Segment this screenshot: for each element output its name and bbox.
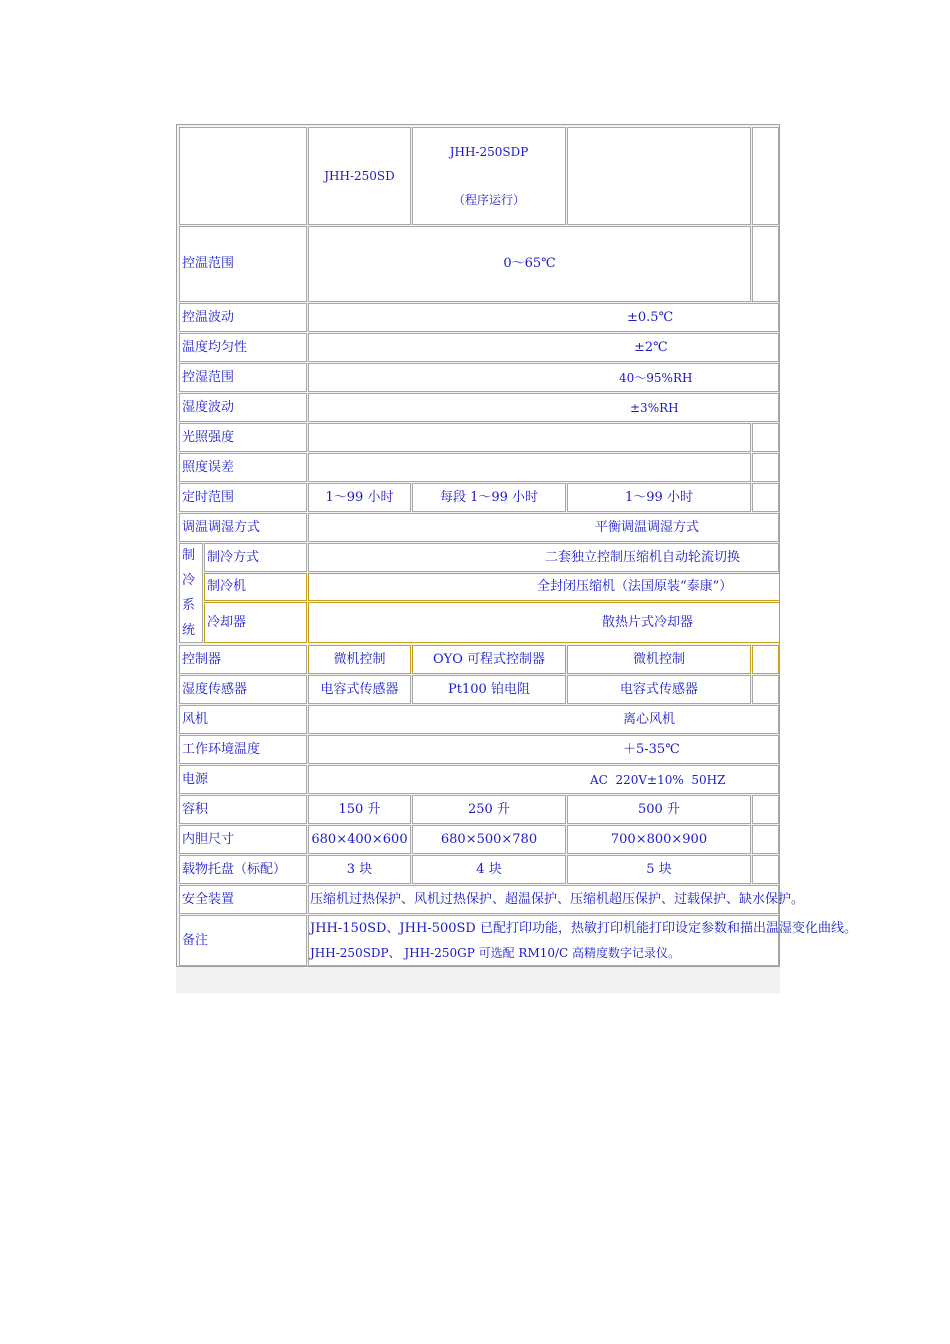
header-model-a: JHH-250SD: [308, 127, 411, 225]
row-label-humid-fluct: 湿度波动: [179, 393, 307, 422]
extra-cell: [752, 675, 779, 704]
timer-model-b: 每段 1～99 小时: [412, 483, 566, 512]
group-char: 统: [182, 623, 196, 638]
controller-model-c: 微机控制: [567, 645, 751, 674]
timer-model-a: 1～99 小时: [308, 483, 411, 512]
row-label-safety: 安全装置: [179, 885, 307, 914]
sensor-model-b: Pt100 铂电阻: [412, 675, 566, 704]
extra-cell: [752, 423, 779, 452]
row-label-light-err: 照度误差: [179, 453, 307, 482]
volume-model-b: 250 升: [412, 795, 566, 824]
row-value-light: [308, 423, 751, 452]
header-extra-cell: [752, 127, 779, 225]
row-label-fan: 风机: [179, 705, 307, 734]
volume-model-c: 500 升: [567, 795, 751, 824]
extra-cell: [752, 855, 779, 884]
row-label-temp-range: 控温范围: [179, 226, 307, 302]
row-label-cooling-method: 制冷方式: [204, 543, 307, 572]
row-label-temp-uniform: 温度均匀性: [179, 333, 307, 362]
row-value-remarks: [308, 915, 857, 966]
row-value-temp-uniform: ±2℃: [308, 333, 779, 362]
extra-cell: [752, 453, 779, 482]
extra-cell: [752, 825, 779, 854]
row-label-sensor: 湿度传感器: [179, 675, 307, 704]
row-value-light-err: [308, 453, 751, 482]
remarks-line-2: JHH-250SDP、 JHH-250GP 可选配 RM10/C 高精度数字记录仪。: [310, 945, 681, 960]
group-char: 冷: [182, 573, 196, 588]
row-label-env-temp: 工作环境温度: [179, 735, 307, 764]
header-model-b-name: JHH-250SDP: [449, 145, 529, 159]
remarks-line-1: JHH-150SD、JHH-500SD 已配打印功能，热敏打印机能打印设定参数和描出温湿变化曲线。: [310, 920, 857, 936]
sensor-model-c: 电容式传感器: [567, 675, 751, 704]
group-char: 制: [182, 548, 196, 563]
row-value-temp-fluct: ±0.5℃: [308, 303, 779, 332]
row-label-volume: 容积: [179, 795, 307, 824]
controller-model-b: OYO 可程式控制器: [412, 645, 566, 674]
row-label-temp-fluct: 控温波动: [179, 303, 307, 332]
tray-model-a: 3 块: [308, 855, 411, 884]
extra-cell: [752, 483, 779, 512]
row-value-mode: 平衡调温调湿方式: [308, 513, 779, 542]
header-empty-cell: [179, 127, 307, 225]
row-label-humid-range: 控湿范围: [179, 363, 307, 392]
row-label-controller: 控制器: [179, 645, 307, 674]
row-value-cooler: 散热片式冷却器: [308, 602, 780, 643]
extra-cell: [752, 226, 779, 302]
row-label-cooler: 冷却器: [204, 602, 307, 643]
row-label-remarks: 备注: [179, 915, 307, 966]
row-label-timer: 定时范围: [179, 483, 307, 512]
volume-model-a: 150 升: [308, 795, 411, 824]
timer-model-c: 1～99 小时: [567, 483, 751, 512]
row-label-tray: 载物托盘（标配）: [179, 855, 307, 884]
inner-size-model-b: 680×500×780: [412, 825, 566, 854]
row-value-safety: 压缩机过热保护、风机过热保护、超温保护、压缩机超压保护、过载保护、缺水保护。: [308, 885, 779, 914]
row-label-mode: 调温调湿方式: [179, 513, 307, 542]
row-value-fan: 离心风机: [308, 705, 779, 734]
row-label-inner-size: 内胆尺寸: [179, 825, 307, 854]
header-model-b-note: （程序运行）: [452, 193, 525, 207]
tray-model-c: 5 块: [567, 855, 751, 884]
row-value-env-temp: ＋5-35℃: [308, 735, 779, 764]
row-value-power: AC 220V±10% 50HZ: [308, 765, 779, 794]
row-value-cooling-method: 二套独立控制压缩机自动轮流切换: [308, 543, 779, 572]
row-label-compressor: 制冷机: [204, 573, 307, 601]
header-model-b: [412, 127, 566, 225]
header-model-c: [567, 127, 751, 225]
row-value-temp-range: 0～65℃: [308, 226, 751, 302]
inner-size-model-c: 700×800×900: [567, 825, 751, 854]
spec-table-wrapper: [176, 124, 857, 993]
row-label-power: 电源: [179, 765, 307, 794]
extra-cell: [752, 645, 779, 674]
sensor-model-a: 电容式传感器: [308, 675, 411, 704]
row-value-humid-fluct: ±3%RH: [308, 393, 779, 422]
spec-table: [176, 124, 857, 967]
controller-model-a: 微机控制: [308, 645, 411, 674]
row-value-compressor: 全封闭压缩机（法国原装“泰康”）: [308, 573, 780, 601]
tray-model-b: 4 块: [412, 855, 566, 884]
row-label-light: 光照强度: [179, 423, 307, 452]
row-value-humid-range: 40～95%RH: [308, 363, 779, 392]
cooling-system-group-label: [179, 543, 203, 643]
extra-cell: [752, 795, 779, 824]
inner-size-model-a: 680×400×600: [308, 825, 411, 854]
group-char: 系: [182, 598, 196, 613]
